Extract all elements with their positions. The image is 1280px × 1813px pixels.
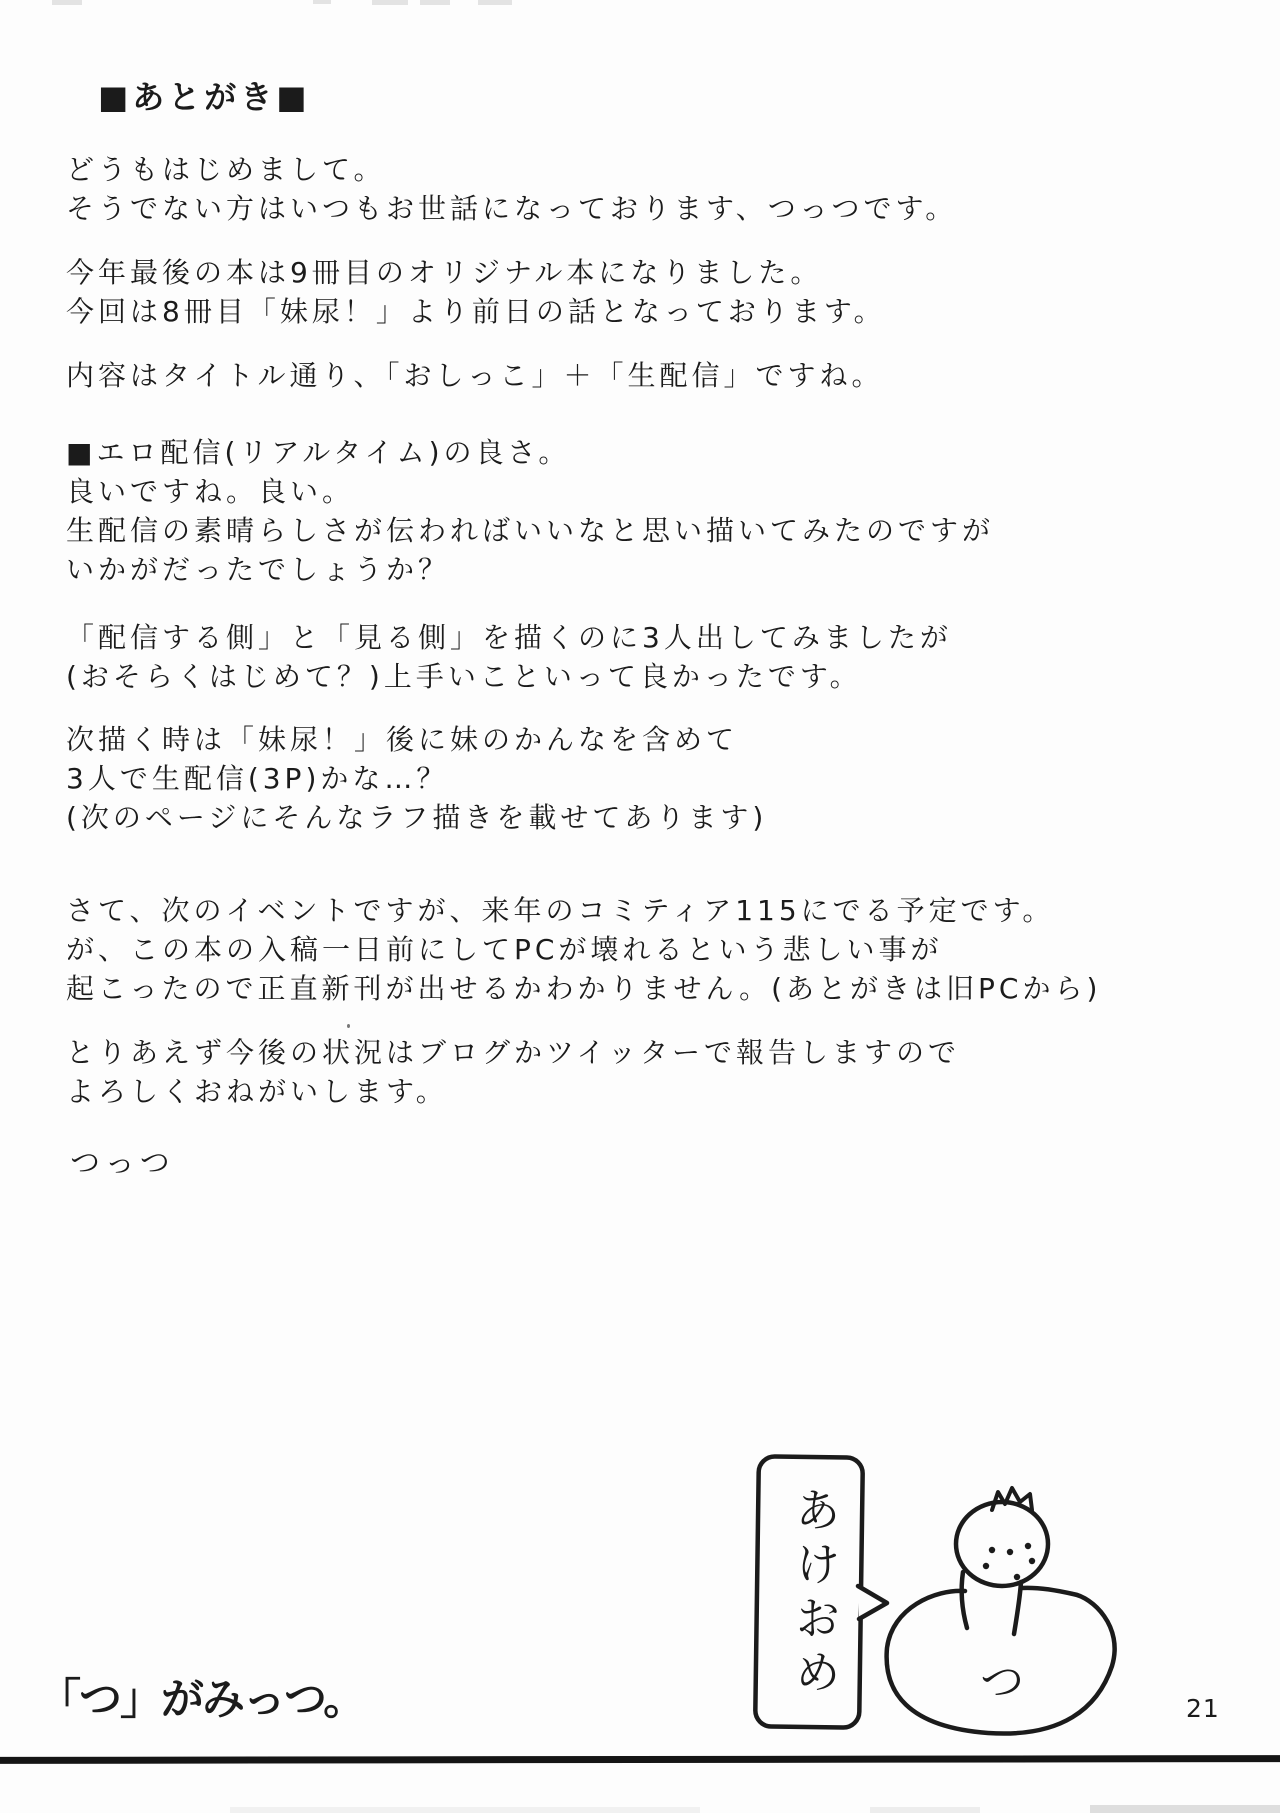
scan-artifact [52,0,82,5]
scan-artifact [313,0,331,4]
footer-logo: 「つ」がみっつ。 [38,1675,365,1725]
text-line: 起こったので正直新刊が出せるかわかりません。(あとがきは旧PCから) [66,972,1102,1005]
scan-artifact [870,1807,980,1813]
text-line: とりあえず今後の状況はブログかツイッターで報告しますので [66,1036,961,1069]
text-line: ■エロ配信(リアルタイム)の良さ。 [66,436,571,469]
mochi-head [956,1502,1048,1586]
text-line: 「配信する側」と「見る側」を描くのに3人出してみましたが [66,621,952,654]
paragraph [66,618,952,696]
paragraph [66,1033,960,1111]
text-line: 内容はタイトル通り、「おしっこ」＋「生配信」ですね。 [66,359,884,392]
text-line: 次描く時は「妹尿！」後に妹のかんなを含めて [66,723,739,756]
text-line: いかがだったでしょうか？ [66,553,451,586]
seed-dot [983,1563,989,1569]
text-line: 3人で生配信(3P)かな…？ [66,762,449,795]
speech-bubble-text: あけおめ [788,1486,842,1702]
seed-dot [1029,1558,1035,1564]
seed-dot [1025,1543,1031,1549]
text-line: さて、次のイベントですが、来年のコミティア115にでる予定です。 [66,894,1055,927]
seed-dot [1007,1549,1013,1555]
text-line: (おそらくはじめて？)上手いこといって良かったです。 [66,660,862,693]
paragraph [66,720,767,837]
text-line: 今回は8冊目「妹尿！」より前日の話となっております。 [66,295,886,328]
paragraph [66,433,994,589]
scan-artifact [420,0,450,5]
scan-artifact [372,0,408,5]
author-signature: つっつ [70,1146,175,1181]
text-line: が、この本の入稿一日前にしてPCが壊れるという悲しい事が [66,933,943,966]
text-line: どうもはじめまして。 [66,153,386,186]
paragraph [66,891,1101,1008]
paragraph [66,356,883,395]
paragraph [66,150,957,228]
speech-bubble-tail [858,1586,887,1619]
scan-artifact [347,1024,350,1028]
body-mark: つ [978,1655,1027,1710]
text-line: 今年最後の本は9冊目のオリジナル本になりました。 [66,256,823,289]
seed-dot [1014,1574,1020,1580]
bottom-rule [0,1755,1280,1764]
scan-artifact [230,1807,700,1813]
scan-artifact [1090,1805,1280,1813]
scan-artifact [478,0,512,5]
text-line: 良いですね。良い。 [66,475,355,508]
afterword-title: ■あとがき■ [98,78,311,116]
paragraph [66,253,886,331]
page-number: 21 [1186,1694,1220,1723]
text-line: そうでない方はいつもお世話になっております、つっつです。 [66,192,958,225]
text-line: (次のページにそんなラフ描きを載せてあります) [66,801,768,834]
text-line: よろしくおねがいします。 [66,1075,448,1108]
text-line: 生配信の素晴らしさが伝わればいいなと思い描いてみたのですが [66,514,995,547]
seed-dot [989,1547,995,1553]
